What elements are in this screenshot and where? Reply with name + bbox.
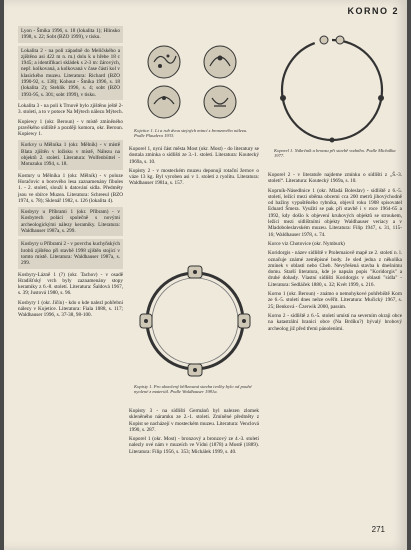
column-left (18, 26, 123, 322)
coin-reverse-2 (204, 86, 236, 118)
column-right (268, 172, 402, 335)
entry-paragraph: Koporel 1, nyní část města Most (okr. Most) - do literatury se dostala zmínka o sídlišti ze 3.-1. století. Literatura: Koutecký 1969a, s. 10. (129, 146, 259, 165)
entry-paragraph: Korkvy u Mělníka 1 (okr. Mělník) - v místě Blata zjištěn v ložisku v místě, Nálezu na objektů 2. století. Literatura: Wolfenbüttel - Motuzuku 1994, s. 18. (18, 140, 123, 169)
entry-paragraph: Kopiewy 1 (okr. Beroun) - v místě zmíněného pravěkého sídliště a později komora, okr. Beroun. Kopiewy 1. (18, 118, 123, 138)
entry-paragraph: Kopisty 2 - v mosteckém muzeu deponují rotační žernov o váze 13 kg. Byl vyroben asi v 1. století z ryolitu. Literatura: Waldhauser 1981a, s. 157. (129, 167, 259, 187)
running-header: KORNO 2 (347, 6, 399, 16)
entry-paragraph: Koridorgis - název sídliště v Ptolemaiově mapě ze 2. století n. l. označuje známé zeměpisné body. Je sled jedna z několika zmínek v oblasti nebo Cheb. Nevyřešená stavba k dnešnímu domu. Starší literatura, kde je napsán popis "Koridorgis" a druhé dohady. Vlastní sídlišti Koridorgis v oblasti "sídla" - Literatura: Sedláček 1880, s. 32; Kvét 1999, s. 216. (268, 250, 402, 288)
entry-paragraph: Koporel 2 - v literatuře najdeme zmínku o sídlišti z „Š.-3. století“. Literatura: Koutecký 1969a, s. 10. (268, 172, 402, 185)
entry-paragraph: Kosbyry 1 (okr. Jičín) - kdo o kde nalezl pohřební nálezy v Kojetice. Literatura: Fiala 1888, s. 117; Waldhauser 1996, s. 37-38, 98-100. (18, 299, 123, 319)
entry-paragraph: Kosbyry u Příbrami 1 (okr. Příbram) - v Kosbyrech poláci společně s novými archeologickými nálezy keramiky. Literatura: Waldhauser 1987a, s. 299. (18, 207, 123, 236)
coin-reverse (204, 46, 236, 78)
column-middle-upper (129, 146, 259, 190)
coins-caption: Kojetice 1. Li a rub dvou stejných mincí s bronzového nálezu. Podle Plaudera 1933. (134, 128, 248, 139)
ring-caption: Koporel 1. Nákrčník a bronzu při stavbě vodního. Podle Michálka 1977. (274, 148, 396, 159)
entry-paragraph: Kosbyry-Lázně 1 (?) (okr. Tachov) - v osadě Hradišťský vrch byly zaznamenány stopy keramiky z 6.-8. století. Literatura: Šaldová 1967, s. 39; Justová 1980, s. 96. (18, 271, 123, 297)
entry-paragraph: Kosbyry u Příbrami 2 - v povrchu kuchyňských hrobů zjištěno při stavbě 1998 zjištěn stojící v tomto místě. Literatura: Waldhauser 1987a, s. 299. (18, 239, 123, 268)
entry-paragraph: Korno 1 (okr. Beroun) - známo o nemohykové pohřebiště Korn ze 6.-5. století dnes nelze ověřit. Literatura: Mučický 1967, s. 25; Benková - Čzerwik 2000, passim. (268, 291, 402, 310)
anklet-caption: Kopisty 1. Pro ukončený bělkovaná stavba tvolhy bylo od pouhé nyolené z materiál. Podle Waldhauser 1981a. (134, 384, 252, 395)
anklet-illustration (136, 262, 254, 380)
coin-obverse-2 (148, 86, 180, 118)
entry-paragraph: Lokalita 2 - na poli západně do Meličského a zjištěno asi 422 m n. m.) dolu k u hřebe 18 c 1945; a identifikaci skládek s 2-3 m: žárových, nepř. kolkovaná, a kolkovaná v čase části kol v klasického muzeu. Literatura: Richard (BZO 1990-92, s. 138); Kohout - Šmíka 1996, s. 18 (lokalita 2); Stehlík 1996, s. 4; sobt (BZO 1993-95, s. 301; sobt 1999), v tisku. (18, 46, 123, 100)
coin-obverse (148, 46, 180, 78)
figure-coins (132, 40, 257, 128)
coins-illustration (132, 40, 257, 128)
entry-paragraph: Koporel 1 (okr. Most) - bronzový a bronzový ze 4.-3. století nalezly ové nám v muzeích ve Vídni (1878) a Mostě (1889). Literatura: Filip 1956, s. 353; Michálek 1999, s. 40. (129, 436, 259, 455)
column-middle-lower (129, 408, 259, 458)
figure-anklet (136, 262, 254, 380)
entry-paragraph: Koprník-Násedlnice 1 (okr. Mladá Boleslav) - sídliště z 6.-5. století, ležící mezi oběma obcemi cca 200 metrů jihovýchodně od bažiny vypuštěného rybníka, objevil roku 1908 spisovatel Eduard Šmera. Využití se pak při stavbě i v roce 1964-65 a 1992, kdy došlo k objevení kruhových objektů se stroukem, ležící mezi sídlištními objekty Waldhauser veriacy a v Mladoboleslavském muzeu. Literatura: Filip 1947, s. 31, 115-16; Waldhauser 1978, s. 74. (268, 187, 402, 238)
torc-illustration (266, 28, 398, 146)
entry-paragraph: Lokalita 3 - na poli k Trnově bylo zjištěno ještě 2-3. století, a to v potoce Na Mýtech nálezu Mýtech. (18, 102, 123, 116)
figure-ring (266, 28, 398, 146)
entry-paragraph: Kopisty 3 - na sídlišti Germánů byl nalezen zlomek skleněného náramku ze 2.-1. století. Zmíněné předměty z Kopist se nacházejí v mosteckém muzeu. Literatura: Venclová 1990, s. 287. (129, 408, 259, 433)
entry-paragraph: Korce viz Chotovice (okr. Nymburk) (268, 240, 345, 247)
entry-paragraph: Korno 2 - sídliště z 6.-5. století umístí na severním okraji obce na katastrální hranici obce (Na Brdíku?) bývalý hrobový archeolog již před třemi pánoleními. (268, 312, 402, 332)
entry-paragraph: Lyon - Šmíka 1996, s. 18 (lokalita 1); Hlinsko 1998, s. 22; Sobt (BZO 1999), v tisku. (18, 26, 123, 43)
entry-paragraph: Kostury u Mělníka 1 (okr. Mělník) - v poloze Horačovic u borového lesa zaznamenány fibules 1. - 2. století, slouží k datování sídla. Předměty jsou ve sbírce Muzea. Literatura: Schreeul (BZO 1974, s. 78); Sklenář 1982, s. 126 (lokalita 4). (18, 172, 123, 204)
page-number: 271 (371, 525, 385, 534)
book-page (4, 0, 407, 550)
